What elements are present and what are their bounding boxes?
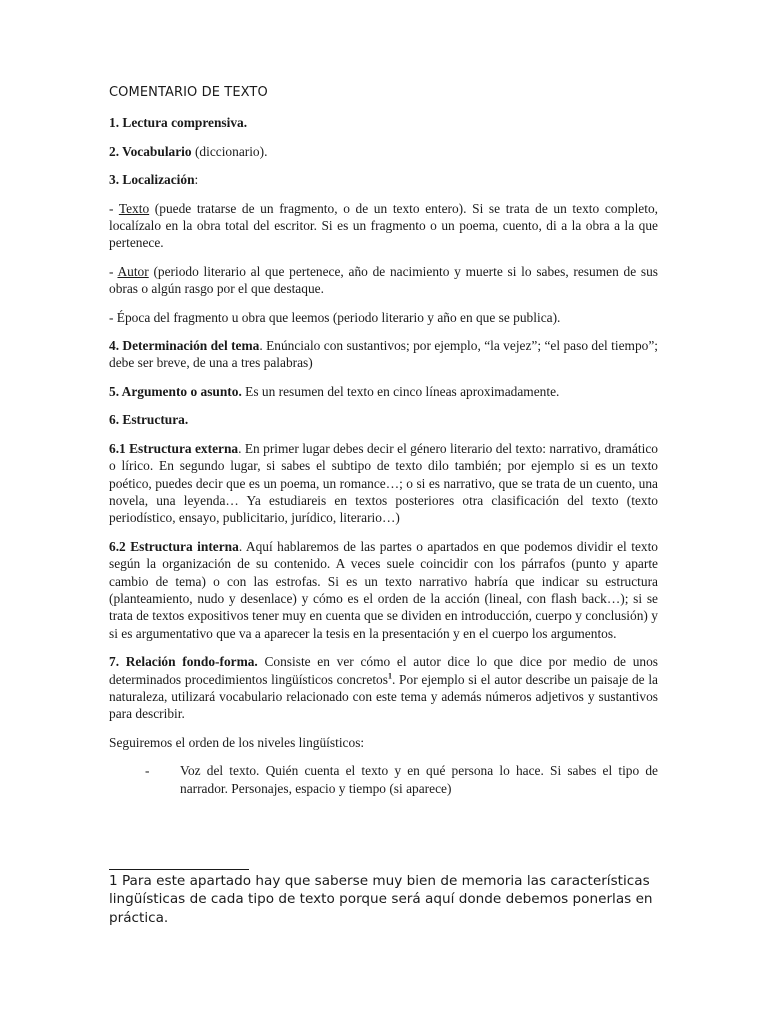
- texto-text: (puede tratarse de un fragmento, o de un texto entero). Si se trata de un texto completo, localízalo en la obra total del escritor. Si es un fragmento o un poema, cuento, di a la obra a la que pertenece.: [109, 200, 658, 251]
- section-5-text: Es un resumen del texto en cinco líneas aproximadamente.: [241, 383, 560, 399]
- section-6-1-text: . En primer lugar debes decir el género literario del texto: narrativo, dramático o lírico. En segundo lugar, si sabes el subtipo de texto dilo también; por ejemplo si es un texto poético, puedes decir que es un poema, un romance…; o si es narrativo, que se trata de un cuento, una novela, una leyenda… Ya estudiareis en textos posteriores otra clasificación del texto (texto periodístico, ensayo, publicitario, jurídico, literario…): [109, 440, 658, 526]
- section-5: [109, 383, 658, 400]
- section-6-heading: 6. Estructura.: [109, 412, 189, 428]
- epoca-text: - Época del fragmento u obra que leemos (periodo literario y año en que se publica).: [109, 309, 561, 325]
- localizacion-epoca: [109, 309, 658, 326]
- section-2-text: (diccionario).: [191, 143, 268, 159]
- bullet-item: [145, 762, 658, 797]
- section-4: [109, 337, 658, 372]
- section-7-heading: 7. Relación fondo-forma.: [109, 654, 258, 670]
- texto-prefix: -: [109, 200, 119, 216]
- section-3: [109, 171, 658, 188]
- autor-term: Autor: [117, 263, 149, 279]
- section-6: [109, 411, 658, 428]
- section-3-heading: 3. Localización: [109, 172, 195, 188]
- autor-prefix: -: [109, 263, 118, 279]
- section-7-text-before: Consiste en ver cómo el autor dice lo que dice por medio de unos determinados procedimientos lingüísticos concretos: [109, 654, 658, 687]
- niveles-text: Seguiremos el orden de los niveles lingüísticos:: [109, 734, 365, 750]
- niveles-intro: [109, 734, 658, 751]
- footnote-separator: [109, 869, 249, 870]
- document-title: COMENTARIO DE TEXTO: [109, 85, 268, 100]
- bullet-item-text: Voz del texto. Quién cuenta el texto y en qué persona lo hace. Si sabes el tipo de narrador. Personajes, espacio y tiempo (si aparece): [180, 763, 658, 796]
- section-6-1: [109, 440, 658, 527]
- texto-term: Texto: [118, 200, 150, 216]
- autor-text: (periodo literario al que pertenece, año de nacimiento y muerte si lo sabes, resumen de sus obras o algún rasgo por el que destaque.: [109, 263, 658, 297]
- section-6-2-heading: 6.2 Estructura interna: [109, 538, 239, 554]
- section-1: [109, 114, 658, 131]
- section-2-heading: 2. Vocabulario: [109, 143, 192, 159]
- section-7: [109, 653, 658, 723]
- section-5-heading: 5. Argumento o asunto.: [109, 383, 242, 399]
- footnote-ref[interactable]: 1: [387, 671, 392, 681]
- footnote: 1 Para este apartado hay que saberse muy bien de memoria las características lingüísticas de cada tipo de texto porque será aquí donde debemos ponerlas en práctica.: [109, 873, 653, 926]
- section-1-heading: 1. Lectura comprensiva.: [109, 115, 248, 131]
- section-3-text: :: [194, 172, 199, 188]
- localizacion-autor: [109, 263, 658, 298]
- document-body: [109, 84, 658, 808]
- section-2: [109, 143, 658, 160]
- section-4-text: . Enúncialo con sustantivos; por ejemplo, “la vejez”; “el paso del tiempo”; debe ser breve, de una a tres palabras): [109, 338, 658, 371]
- section-6-1-heading: 6.1 Estructura externa: [109, 440, 239, 456]
- localizacion-texto: [109, 200, 658, 252]
- section-6-2-text: . Aquí hablaremos de las partes o apartados en que podemos dividir el texto según la organización de su contenido. A veces suele coincidir con los párrafos (punto y aparte cambio de tema) o con las estrofas. Si es un texto narrativo habría que indicar su estructura (planteamiento, nudo y desenlace) y cómo es el orden de la acción (lineal, con flash back…); si se trata de textos expositivos tener muy en cuenta que se dividen en introducción, cuerpo y conclusión) y si es argumentativo que va a aparecer la tesis en la presentación y en el cuerpo los argumentos.: [109, 538, 659, 641]
- section-4-heading: 4. Determinación del tema: [109, 338, 260, 354]
- section-6-2: [109, 538, 658, 642]
- section-7-text-after: . Por ejemplo si el autor describe un paisaje de la naturaleza, utilizará vocabulario relacionado con este tema y además números adjetivos y sustantivos para describir.: [109, 671, 659, 722]
- bullet-mark: -: [145, 763, 150, 779]
